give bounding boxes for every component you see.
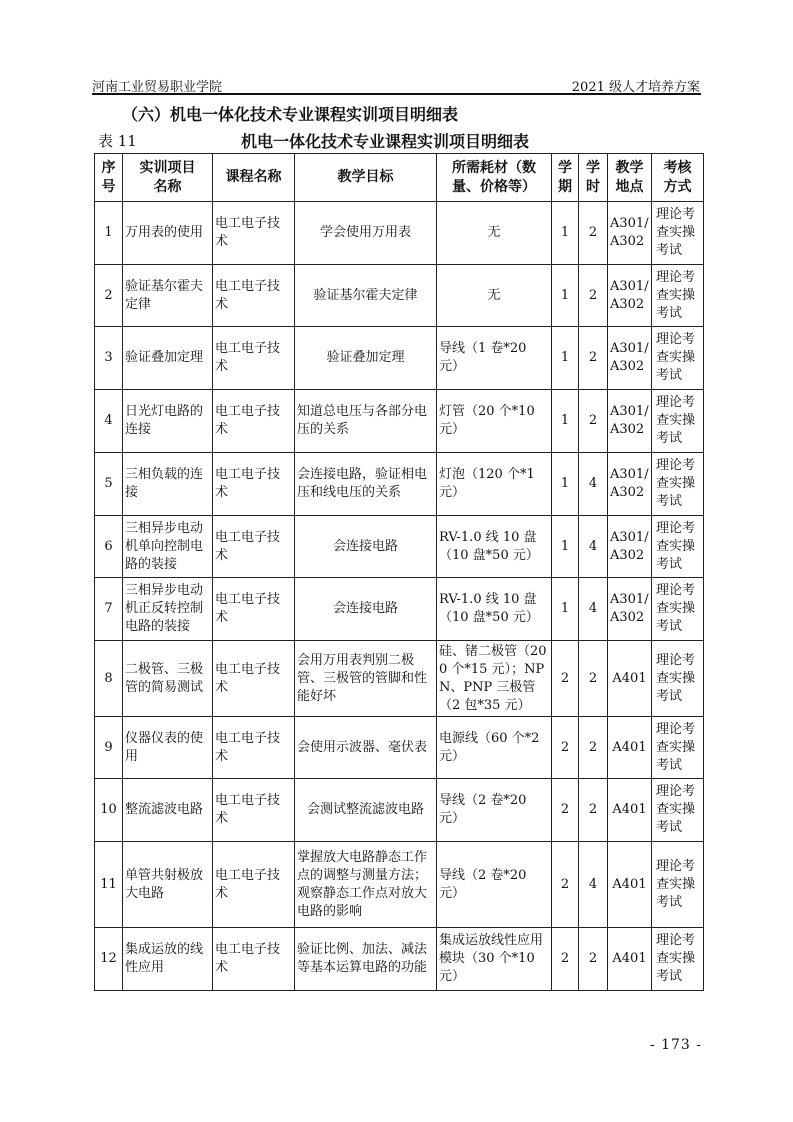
cell-seq: 3 [95, 327, 123, 390]
table-row [95, 516, 704, 578]
cell-project: 万用表的使用 [123, 202, 213, 265]
cell-exam: 理论考查实操考试 [652, 453, 704, 516]
cell-exam: 理论考查实操考试 [652, 578, 704, 641]
cell-course: 电工电子技术 [213, 390, 295, 453]
cell-materials: 电源线（60 个*2 元） [437, 717, 552, 779]
cell-course: 电工电子技术 [213, 928, 295, 991]
cell-place: A301/A302 [608, 390, 652, 453]
table-row [95, 202, 704, 265]
cell-hours: 2 [579, 202, 608, 265]
training-project-table [94, 153, 704, 991]
cell-exam: 理论考查实操考试 [652, 842, 704, 928]
cell-project: 整流滤波电路 [123, 779, 213, 842]
cell-term: 1 [552, 516, 579, 578]
cell-term: 2 [552, 717, 579, 779]
cell-seq: 1 [95, 202, 123, 265]
col-header-project: 实训项目名称 [123, 154, 213, 202]
cell-term: 1 [552, 202, 579, 265]
cell-place: A301/A302 [608, 453, 652, 516]
cell-term: 2 [552, 641, 579, 717]
cell-hours: 2 [579, 717, 608, 779]
cell-exam: 理论考查实操考试 [652, 390, 704, 453]
cell-goal: 会连接电路 [295, 516, 437, 578]
cell-course: 电工电子技术 [213, 516, 295, 578]
table-row [95, 717, 704, 779]
cell-seq: 2 [95, 265, 123, 327]
header-rule [92, 93, 701, 95]
cell-seq: 6 [95, 516, 123, 578]
header-school-name: 河南工业贸易职业学院 [92, 80, 223, 95]
cell-seq: 7 [95, 578, 123, 641]
col-header-place: 教学地点 [608, 154, 652, 202]
cell-hours: 2 [579, 641, 608, 717]
cell-term: 1 [552, 578, 579, 641]
col-header-term: 学期 [552, 154, 579, 202]
cell-hours: 2 [579, 265, 608, 327]
cell-hours: 2 [579, 928, 608, 991]
cell-place: A301/A302 [608, 327, 652, 390]
table-row [95, 578, 704, 641]
col-header-seq: 序号 [95, 154, 123, 202]
cell-goal: 验证叠加定理 [295, 327, 437, 390]
table-row [95, 779, 704, 842]
cell-exam: 理论考查实操考试 [652, 516, 704, 578]
table-row [95, 327, 704, 390]
cell-materials: 导线（2 卷*20 元） [437, 842, 552, 928]
cell-exam: 理论考查实操考试 [652, 717, 704, 779]
cell-materials: 灯管（20 个*10 元） [437, 390, 552, 453]
cell-project: 验证叠加定理 [123, 327, 213, 390]
cell-goal: 会连接电路 [295, 578, 437, 641]
cell-course: 电工电子技术 [213, 842, 295, 928]
cell-goal: 掌握放大电路静态工作点的调整与测量方法；观察静态工作点对放大电路的影响 [295, 842, 437, 928]
cell-project: 三相异步电动机单向控制电路的装接 [123, 516, 213, 578]
table-header-row [95, 154, 704, 202]
cell-project: 三相异步电动机正反转控制电路的装接 [123, 578, 213, 641]
cell-materials: RV-1.0 线 10 盘（10 盘*50 元） [437, 516, 552, 578]
cell-hours: 4 [579, 842, 608, 928]
cell-goal: 会使用示波器、毫伏表 [295, 717, 437, 779]
cell-goal: 会连接电路，验证相电压和线电压的关系 [295, 453, 437, 516]
cell-materials: 导线（1 卷*20 元） [437, 327, 552, 390]
table-row [95, 453, 704, 516]
cell-project: 二极管、三极管的简易测试 [123, 641, 213, 717]
cell-course: 电工电子技术 [213, 327, 295, 390]
cell-materials: RV-1.0 线 10 盘（10 盘*50 元） [437, 578, 552, 641]
cell-course: 电工电子技术 [213, 265, 295, 327]
cell-course: 电工电子技术 [213, 202, 295, 265]
cell-hours: 2 [579, 327, 608, 390]
cell-hours: 4 [579, 578, 608, 641]
cell-hours: 4 [579, 453, 608, 516]
cell-place: A401 [608, 928, 652, 991]
table-row [95, 641, 704, 717]
cell-course: 电工电子技术 [213, 641, 295, 717]
cell-hours: 2 [579, 779, 608, 842]
cell-materials: 导线（2 卷*20 元） [437, 779, 552, 842]
table-row [95, 928, 704, 991]
table-row [95, 842, 704, 928]
cell-course: 电工电子技术 [213, 717, 295, 779]
col-header-exam: 考核方式 [652, 154, 704, 202]
cell-place: A401 [608, 842, 652, 928]
cell-place: A401 [608, 641, 652, 717]
header-plan-title: 2021 级人才培养方案 [571, 80, 700, 95]
cell-seq: 8 [95, 641, 123, 717]
cell-exam: 理论考查实操考试 [652, 265, 704, 327]
cell-goal: 验证比例、加法、减法等基本运算电路的功能 [295, 928, 437, 991]
cell-goal: 学会使用万用表 [295, 202, 437, 265]
cell-term: 2 [552, 928, 579, 991]
cell-course: 电工电子技术 [213, 453, 295, 516]
cell-project: 仪器仪表的使用 [123, 717, 213, 779]
cell-materials: 硅、锗二极管（200 个*15 元）；NPN、PNP 三极管（2 包*35 元） [437, 641, 552, 717]
cell-seq: 9 [95, 717, 123, 779]
cell-materials: 无 [437, 202, 552, 265]
cell-seq: 11 [95, 842, 123, 928]
cell-place: A301/A302 [608, 202, 652, 265]
col-header-goal: 教学目标 [295, 154, 437, 202]
cell-course: 电工电子技术 [213, 779, 295, 842]
cell-goal: 会测试整流滤波电路 [295, 779, 437, 842]
cell-exam: 理论考查实操考试 [652, 928, 704, 991]
cell-project: 验证基尔霍夫定律 [123, 265, 213, 327]
section-title: （六）机电一体化技术专业课程实训项目明细表 [122, 105, 459, 124]
cell-term: 2 [552, 779, 579, 842]
cell-goal: 验证基尔霍夫定律 [295, 265, 437, 327]
cell-term: 1 [552, 327, 579, 390]
col-header-hours: 学时 [579, 154, 608, 202]
table-row [95, 265, 704, 327]
col-header-materials: 所需耗材（数量、价格等） [437, 154, 552, 202]
cell-exam: 理论考查实操考试 [652, 779, 704, 842]
cell-project: 日光灯电路的连接 [123, 390, 213, 453]
table-title: 机电一体化技术专业课程实训项目明细表 [241, 132, 530, 151]
cell-seq: 5 [95, 453, 123, 516]
cell-seq: 12 [95, 928, 123, 991]
cell-exam: 理论考查实操考试 [652, 202, 704, 265]
table-label: 表 11 [98, 132, 137, 150]
cell-exam: 理论考查实操考试 [652, 641, 704, 717]
cell-place: A301/A302 [608, 516, 652, 578]
cell-term: 1 [552, 265, 579, 327]
cell-hours: 4 [579, 516, 608, 578]
table-row [95, 390, 704, 453]
col-header-course: 课程名称 [213, 154, 295, 202]
cell-place: A401 [608, 717, 652, 779]
cell-place: A301/A302 [608, 578, 652, 641]
cell-place: A401 [608, 779, 652, 842]
cell-project: 单管共射极放大电路 [123, 842, 213, 928]
cell-project: 集成运放的线性应用 [123, 928, 213, 991]
cell-seq: 10 [95, 779, 123, 842]
cell-exam: 理论考查实操考试 [652, 327, 704, 390]
page-number: - 173 - [649, 1037, 702, 1053]
cell-hours: 2 [579, 390, 608, 453]
cell-materials: 集成运放线性应用模块（30 个*10 元） [437, 928, 552, 991]
cell-seq: 4 [95, 390, 123, 453]
cell-place: A301/A302 [608, 265, 652, 327]
cell-materials: 无 [437, 265, 552, 327]
cell-materials: 灯泡（120 个*1 元） [437, 453, 552, 516]
cell-term: 2 [552, 842, 579, 928]
cell-goal: 会用万用表判别二极管、三极管的管脚和性能好坏 [295, 641, 437, 717]
cell-course: 电工电子技术 [213, 578, 295, 641]
cell-term: 1 [552, 453, 579, 516]
cell-term: 1 [552, 390, 579, 453]
cell-project: 三相负载的连接 [123, 453, 213, 516]
cell-goal: 知道总电压与各部分电压的关系 [295, 390, 437, 453]
